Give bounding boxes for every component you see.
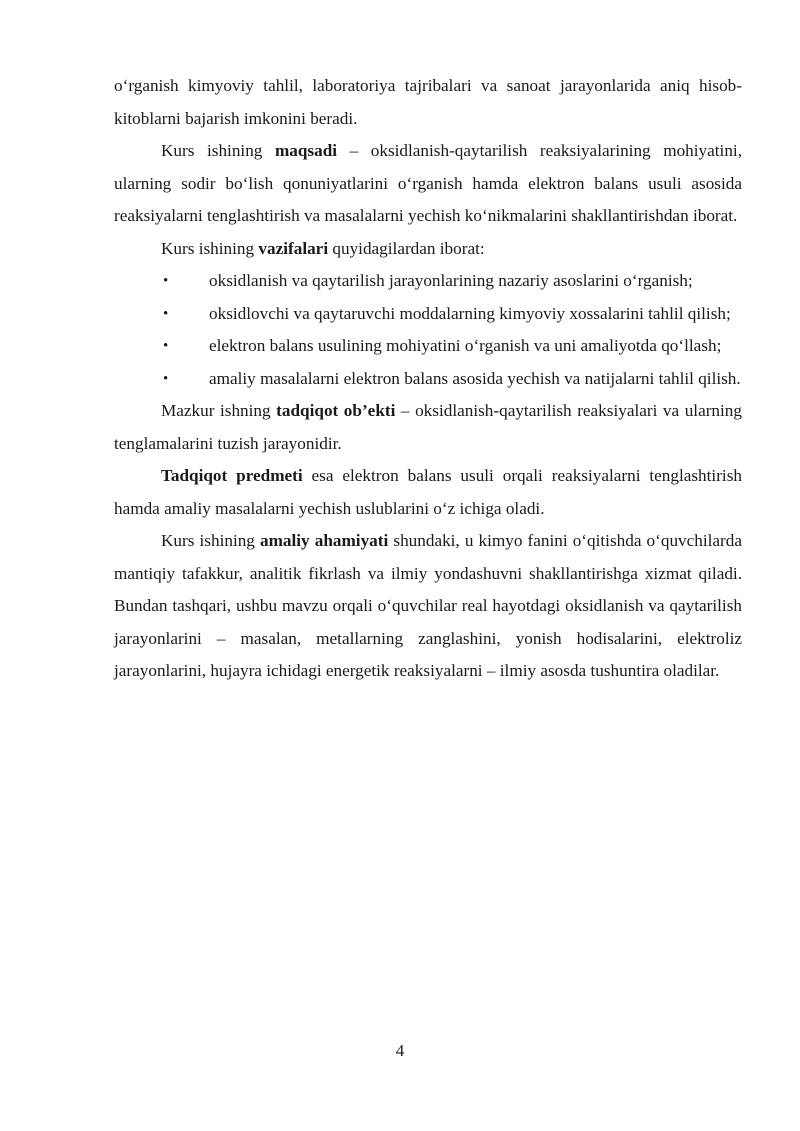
bullet-text: elektron balans usulining mohiyatini o‘rganish va uni amaliyotda qo‘llash; [209,336,722,355]
tasks-text: quyidagilardan iborat: [328,238,485,258]
tasks-prefix: Kurs ishining [161,238,259,258]
bullet-item-4 [114,363,742,396]
goal-term: maqsadi [274,141,338,160]
object-text: – oksidlanish-qaytarilish reaksiyalari va ularning tenglamalarini tuzish jarayonidir. [114,401,742,453]
significance-term: amaliy ahamiyati [260,531,389,550]
page-number: 4 [395,1041,405,1060]
paragraph-tasks [114,233,742,266]
bullet-icon: • [163,370,169,387]
bullet-item-1 [114,265,742,298]
paragraph-practical-significance [114,525,742,688]
paragraph-intro-continuation: o‘rganish kimyoviy tahlil, laboratoriya tajribalari va sanoat jarayonlarida aniq hisob-kitoblarni bajarish imkonini beradi. [114,76,742,128]
bullet-item-2 [114,298,742,331]
bullet-text: amaliy masalalarni elektron balans asosida yechish va natijalarni tahlil qilish. [209,368,741,388]
tasks-term: vazifalari [258,238,329,258]
bullet-icon: • [163,273,169,289]
goal-text: – oksidlanish-qaytarilish reaksiyalarining mohiyatini, ularning sodir bo‘lish qonuniyatlarini o‘rganish hamda elektron balans usuli asosida reaksiyalarni tenglashtirish va masalalarni yechish ko‘nikmalarini shakllantirishdan iborat. [114,141,742,225]
subject-text: esa elektron balans usuli orqali reaksiyalarni tenglashtirish hamda amaliy masalalarni yechish uslublarini o‘z ichiga oladi. [114,466,742,518]
significance-prefix: Kurs ishining [161,531,260,550]
object-term: tadqiqot ob’ekti [276,401,396,420]
bullet-icon: • [163,305,169,322]
bullet-icon: • [163,338,169,354]
bullet-text: oksidlanish va qaytarilish jarayonlarining nazariy asoslarini o‘rganish; [209,271,693,290]
paragraph-research-object [114,395,742,460]
significance-text: shundaki, u kimyo fanini o‘qitishda o‘quvchilarda mantiqiy tafakkur, analitik fikrlash va ilmiy yondashuvni shakllantirishga xizmat qiladi. Bundan tashqari, ushbu mavzu orqali o‘quvchilar real hayotdagi oksidlanish va qaytarilish jarayonlarini – masalan, metallarning zanglashini, yonish hodisalarini, elektroliz jarayonlarini, hujayra ichidagi energetik reaksiyalarni – ilmiy asosda tushuntira oladilar. [114,531,742,680]
paragraph-research-subject [114,460,742,525]
subject-term: Tadqiqot predmeti [161,466,303,485]
bullet-text: oksidlovchi va qaytaruvchi moddalarning kimyoviy xossalarini tahlil qilish; [209,303,731,323]
object-prefix: Mazkur ishning [161,401,277,420]
document-page [114,70,742,688]
paragraph-goal [114,135,742,233]
bullet-item-3 [114,330,742,363]
goal-prefix: Kurs ishining [161,141,275,160]
